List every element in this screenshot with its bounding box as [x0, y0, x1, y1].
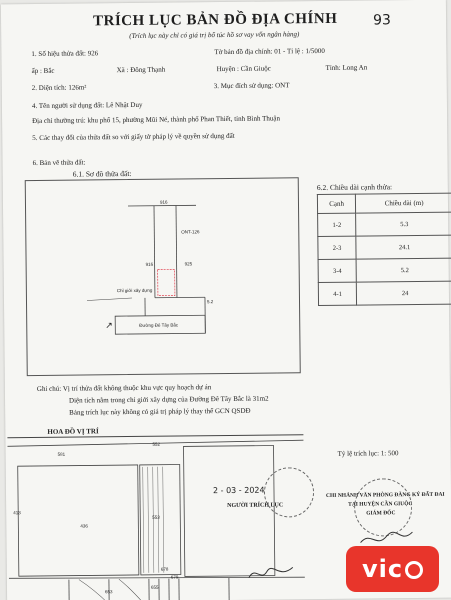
edge-cell: 3-4 — [318, 259, 357, 282]
signing-date: 2 - 03 - 2024 — [212, 485, 265, 496]
office-name-line-3: GIÁM ĐỐC — [366, 510, 396, 517]
stamp-seal-icon — [264, 467, 315, 518]
hamlet: ấp : Bắc — [31, 66, 55, 76]
logo-text-prefix: vi — [361, 555, 388, 583]
edge-cell: 4-1 — [318, 282, 357, 305]
header-edge: Cạnh — [317, 194, 355, 213]
setback-line-label: Chỉ giới xây dựng — [116, 287, 153, 294]
vico-logo: vi c — [346, 546, 439, 592]
note-line-3: Bảng trích lục này không có giá trị pháp lý thay thế GCN QSDĐ — [69, 406, 251, 417]
district: Huyện : Cần Giuộc — [216, 64, 271, 74]
parcel-581: 581 — [57, 451, 66, 457]
table-row — [318, 258, 451, 282]
parcel-678: 678 — [160, 566, 169, 572]
parcel-sketch — [25, 177, 301, 376]
north-arrow-icon: ↗ — [105, 320, 113, 331]
dimension-label: 5.2 — [206, 299, 214, 305]
onr-label: ONT-126 — [181, 229, 200, 235]
owner-address: Địa chỉ thường trú: khu phố 15, phường Mũi Né, thành phố Phan Thiết, tỉnh Bình Thuận — [32, 114, 280, 126]
parcel-653: 653 — [105, 589, 113, 595]
road-name: Đường Đê Tây Bắc — [139, 322, 179, 328]
parcel-number: 1. Số hiệu thửa đất: 926 — [31, 49, 99, 59]
document-title: TRÍCH LỤC BẢN ĐỒ ĐỊA CHÍNH — [92, 10, 338, 30]
table-row — [318, 235, 451, 259]
land-use-purpose: 3. Mục đích sử dụng: ONT — [213, 81, 290, 91]
length-cell: 5.3 — [356, 212, 451, 236]
edge-lengths-heading: 6.2. Chiều dài cạnh thửa: — [316, 182, 393, 193]
document-subtitle: (Trích lục này chỉ có giá trị bổ túc hồ sơ vay vốn ngân hàng) — [129, 30, 300, 41]
length-cell: 5.2 — [356, 258, 451, 282]
map-sheet-scale: Tờ bản đồ địa chính: 01 - Tỉ lệ : 1/5000 — [214, 46, 325, 57]
parcel-413: 413 — [13, 510, 21, 516]
parcel-sketch-drawing — [26, 178, 300, 375]
length-cell: 24 — [357, 281, 451, 305]
table-header-row — [317, 193, 451, 213]
changes-note: 5. Các thay đổi của thửa đất so với giấy tờ pháp lý về quyền sử dụng đất — [32, 131, 235, 143]
sketch-heading: 6.1. Sơ đồ thửa đất: — [72, 168, 132, 179]
note-line-1: Ghi chú: Vị trí thửa đất không thuộc khu vực quy hoạch dự án — [36, 383, 212, 393]
parcel-679: 679 — [170, 574, 179, 580]
extract-scale: Tỷ lệ trích lục: 1: 500 — [337, 449, 399, 458]
owner-name: 4. Tên người sử dụng đất: Lê Nhật Duy — [31, 100, 143, 111]
handwritten-sheet-number: 93 — [372, 12, 391, 29]
office-name-line-1: CHI NHÁNH VĂN PHÒNG ĐĂNG KÝ ĐẤT ĐAI — [326, 491, 445, 499]
province: Tỉnh: Long An — [325, 63, 368, 72]
length-cell: 24.1 — [356, 235, 451, 259]
parcel-553: 553 — [152, 514, 160, 520]
note-line-2: Diện tích nằm trong chỉ giới xây dựng của Đường Đê Tây Bắc là 31m2 — [68, 394, 269, 405]
preparer-title: NGƯỜI TRÍCH LỤC — [227, 502, 284, 510]
parcel-655: 655 — [150, 584, 159, 590]
header-length: Chiều dài (m) — [356, 193, 451, 213]
parcel-552: 552 — [152, 441, 161, 447]
parcel-area: 2. Diện tích: 126m² — [31, 83, 87, 93]
neighbor-925: 925 — [184, 261, 193, 267]
table-row — [318, 281, 451, 305]
location-map-title: HOA ĐỒ VỊ TRÍ — [47, 427, 99, 436]
edge-cell: 1-2 — [318, 213, 357, 236]
edge-cell: 2-3 — [318, 236, 357, 259]
preparer-signature — [247, 561, 297, 586]
table-row — [318, 212, 451, 236]
office-name-line-2: TẠI HUYỆN CẦN GIUỘC — [348, 501, 413, 508]
cadastral-extract-document — [1, 0, 451, 600]
neighbor-916-left: 916 — [145, 261, 154, 267]
drawing-heading: 6. Bản vẽ thửa đất: — [32, 158, 86, 168]
edge-lengths-table — [317, 193, 451, 306]
parcel-436: 436 — [80, 523, 88, 529]
neighbor-916-top: 916 — [159, 199, 168, 205]
commune: Xã : Đông Thạnh — [116, 65, 166, 75]
logo-ring-icon — [405, 561, 423, 579]
